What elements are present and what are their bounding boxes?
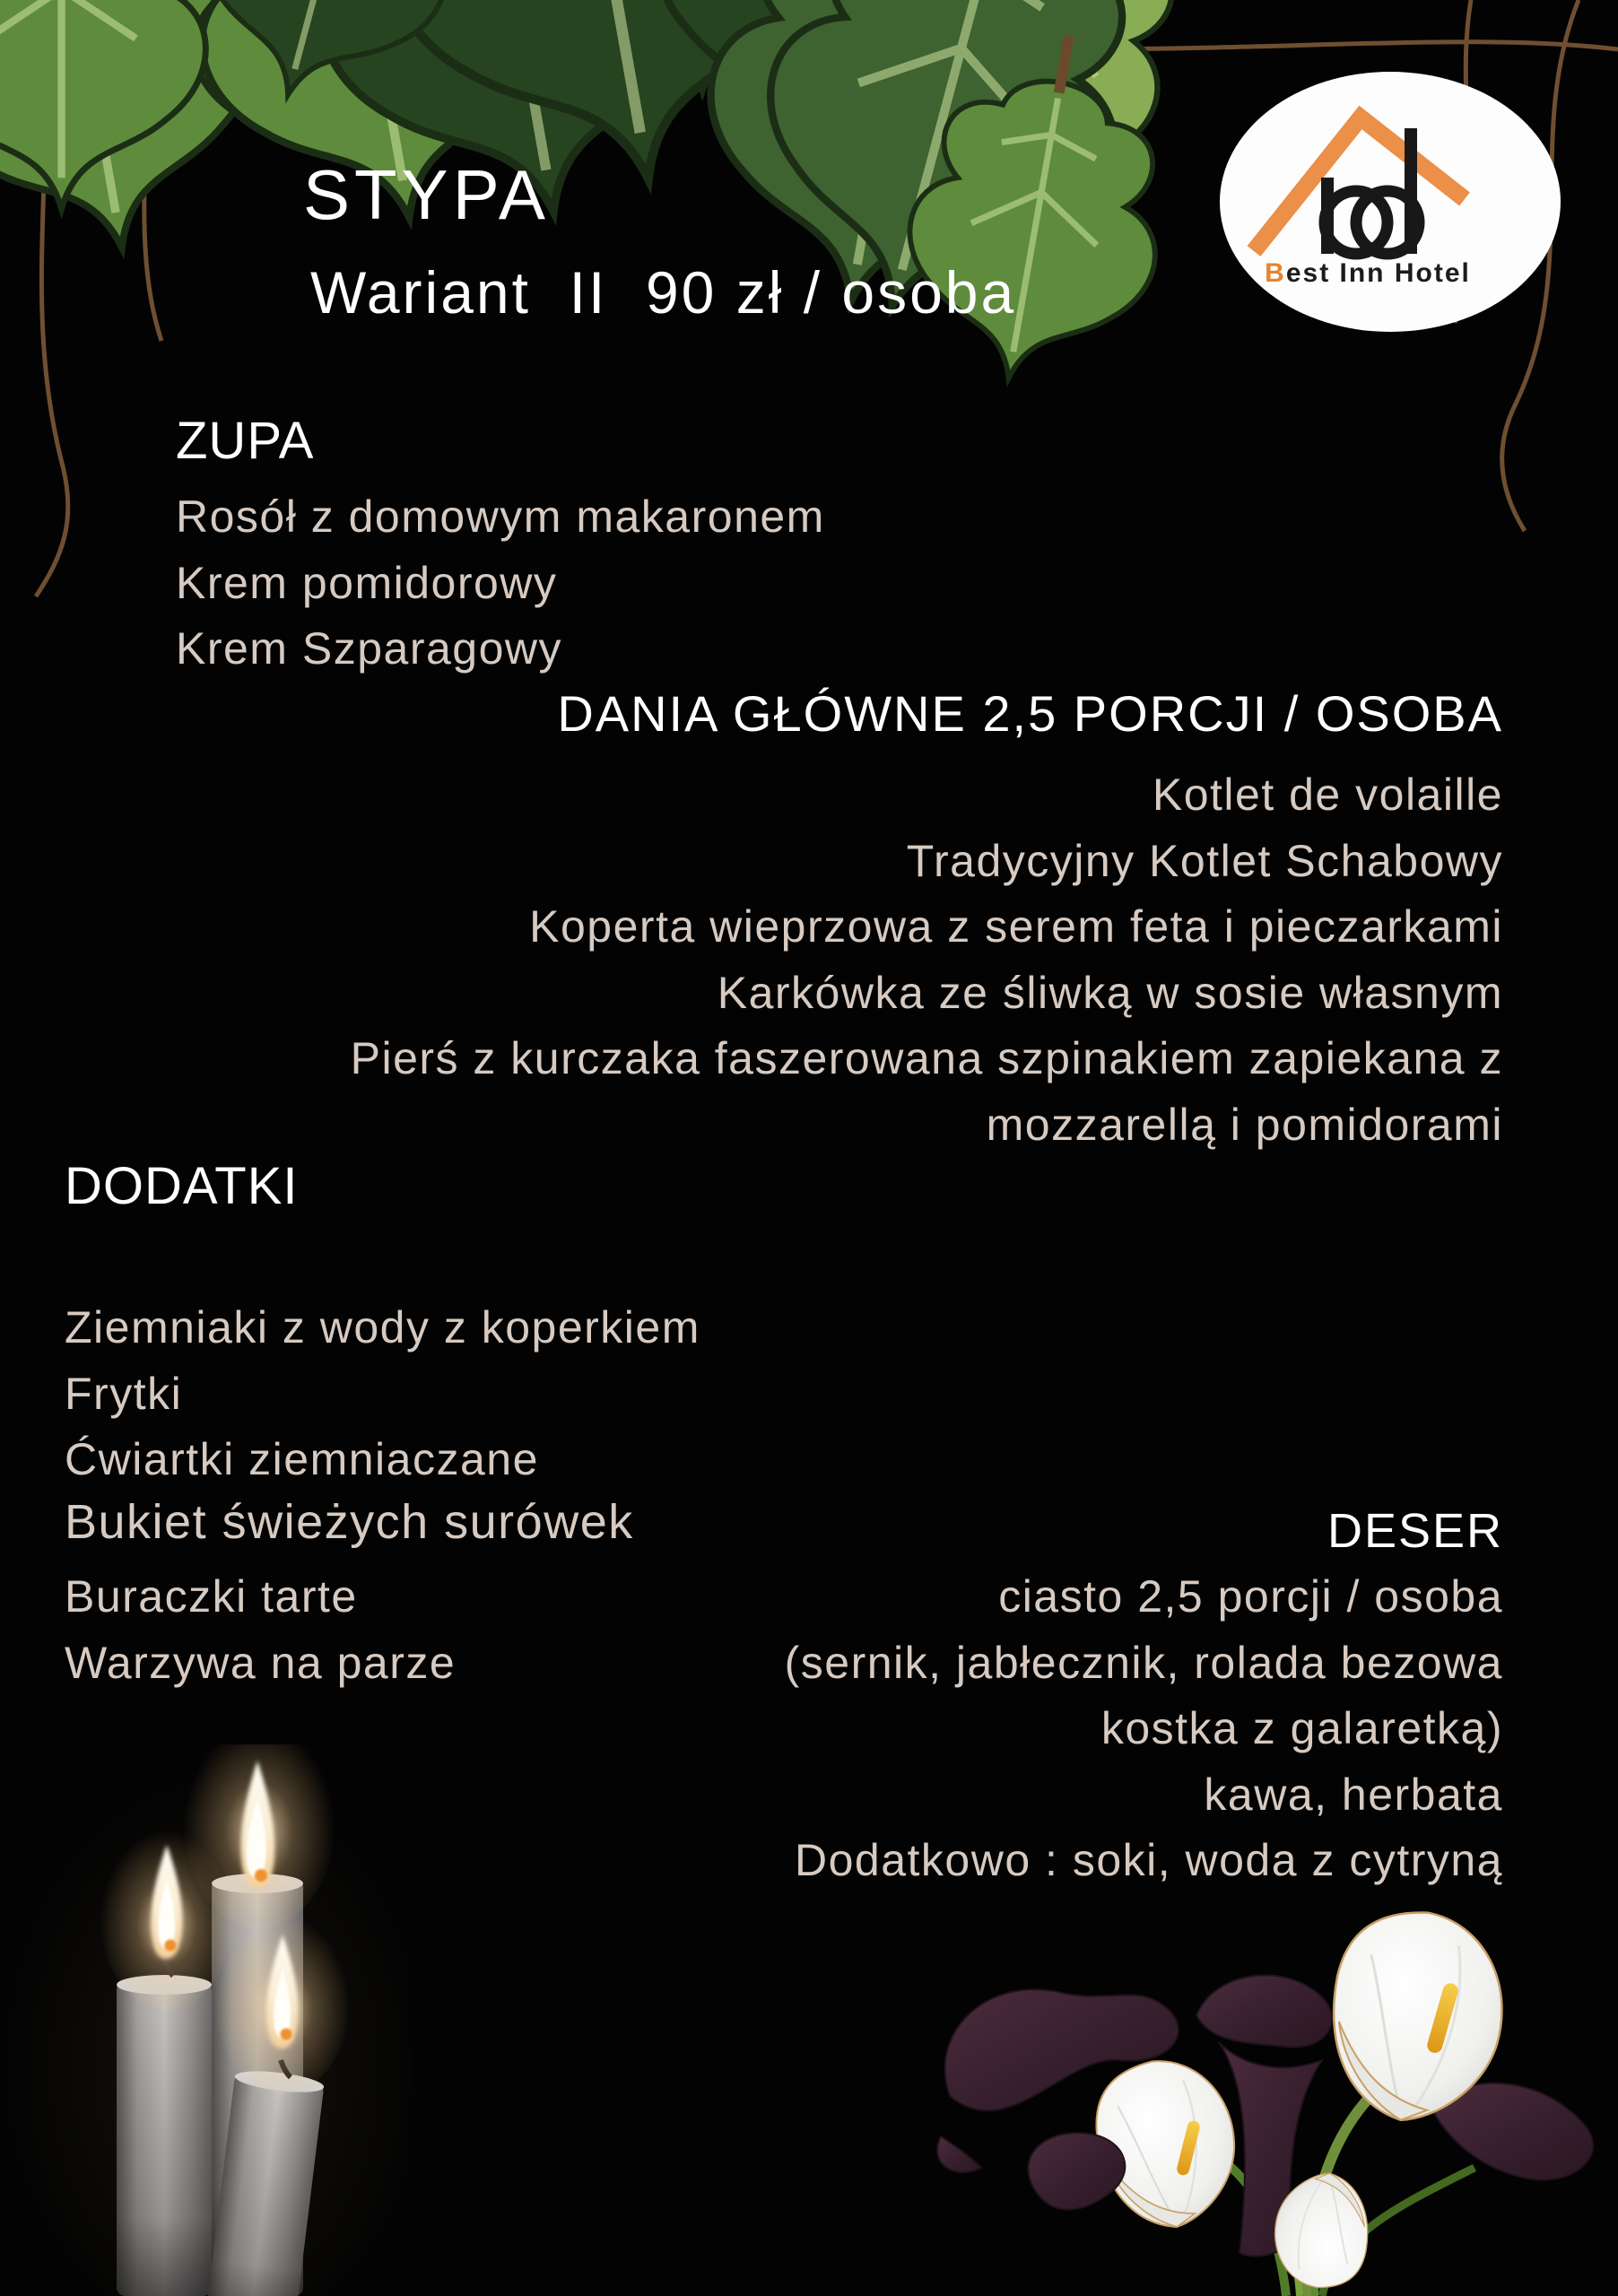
menu-item: Koperta wieprzowa z serem feta i pieczarkami <box>529 901 1503 952</box>
menu-item: Krem Szparagowy <box>176 623 562 674</box>
menu-item: Dodatkowo : soki, woda z cytryną <box>795 1835 1503 1885</box>
section-zupa-items <box>176 484 825 683</box>
menu-item: Ziemniaki z wody z koperkiem <box>65 1302 700 1352</box>
logo-hotel-name: Best Inn Hotel <box>1265 258 1471 288</box>
section-dodatki-items <box>65 1295 700 1493</box>
dark-calla-leaves-front <box>1028 2133 1125 2210</box>
section-dodatki-items-2 <box>65 1564 456 1696</box>
menu-item: Ćwiartki ziemniaczane <box>65 1434 539 1484</box>
menu-item: Karkówka ze śliwką w sosie własnym <box>717 967 1503 1018</box>
section-heading-deser: DESER <box>1327 1504 1503 1558</box>
menu-item: Krem pomidorowy <box>176 557 558 608</box>
section-heading-dania-glowne: DANIA GŁÓWNE 2,5 PORCJI / OSOBA <box>557 685 1503 742</box>
candles-image <box>0 1744 413 2296</box>
menu-item: Pierś z kurczaka faszerowana szpinakiem zapiekana z <box>350 1033 1503 1083</box>
calla-lilies-illustration <box>900 1867 1618 2296</box>
menu-item: Frytki <box>65 1368 183 1419</box>
page-title: STYPA <box>303 155 550 234</box>
menu-item: Rosół z domowym makaronem <box>176 491 825 542</box>
menu-item: (sernik, jabłecznik, rolada bezowa <box>784 1637 1503 1688</box>
menu-item: mozzarellą i pomidorami <box>986 1099 1503 1150</box>
menu-item: Kotlet de volaille <box>1152 770 1503 820</box>
hotel-logo-graphic <box>1220 72 1561 332</box>
menu-item: Buraczki tarte <box>65 1571 358 1622</box>
menu-item: ciasto 2,5 porcji / osoba <box>998 1571 1503 1622</box>
section-heading-dodatki: DODATKI <box>65 1157 299 1215</box>
menu-item-highlight: Bukiet świeżych surówek <box>65 1495 634 1549</box>
menu-item: kostka z galaretką) <box>1100 1703 1503 1753</box>
menu-item: Tradycyjny Kotlet Schabowy <box>906 835 1503 886</box>
section-heading-zupa: ZUPA <box>176 412 315 470</box>
section-dania-items <box>351 762 1503 1158</box>
section-deser-items <box>785 1564 1503 1894</box>
page-subtitle: Wariant II 90 zł / osoba <box>310 259 1017 326</box>
menu-item: Warzywa na parze <box>65 1637 457 1688</box>
menu-item: kawa, herbata <box>1204 1769 1503 1820</box>
hotel-logo <box>1220 72 1561 332</box>
